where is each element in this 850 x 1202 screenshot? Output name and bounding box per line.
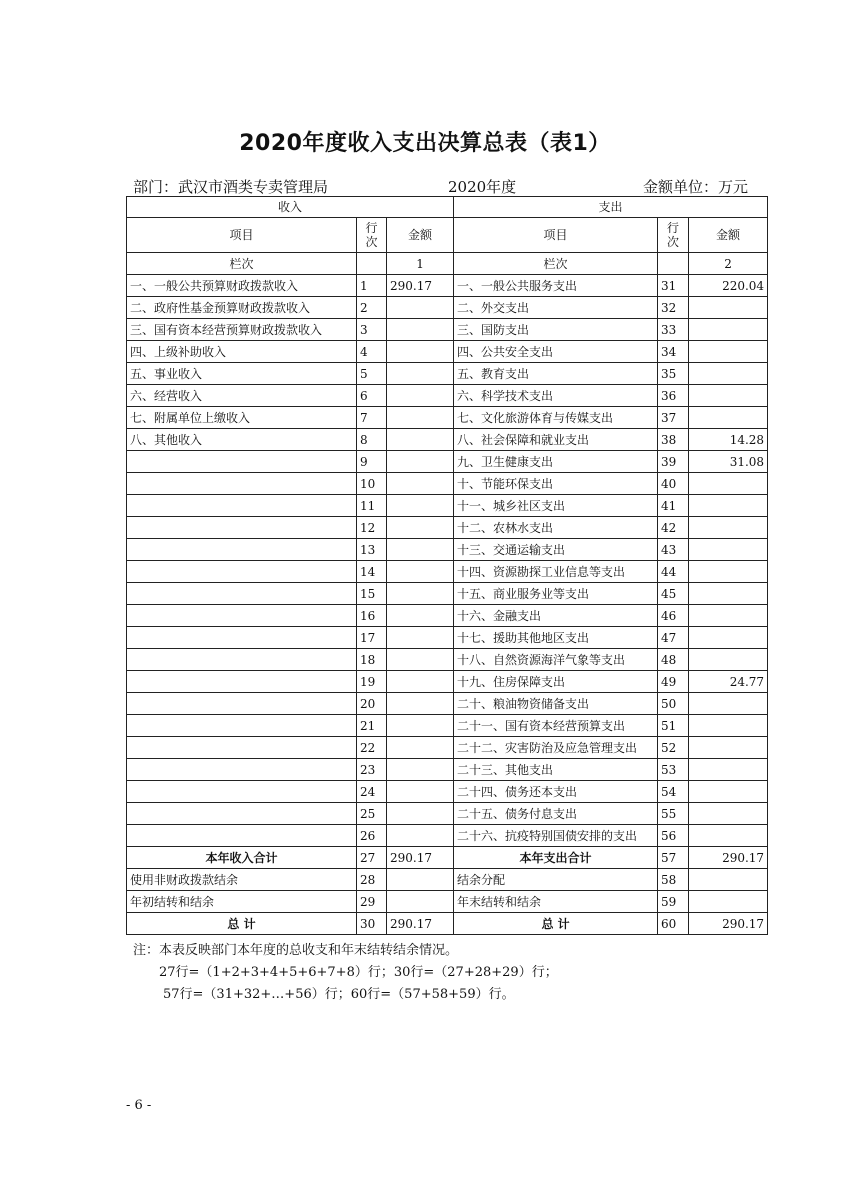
expense-amount (689, 473, 768, 495)
expense-item-cell: 十九、住房保障支出 (454, 671, 658, 693)
income-item-cell: 三、国有资本经营预算财政拨款收入 (127, 319, 357, 341)
expense-item-cell: 二十五、债务付息支出 (454, 803, 658, 825)
expense-row-number: 39 (658, 451, 689, 473)
expense-item-cell: 十八、自然资源海洋气象等支出 (454, 649, 658, 671)
department-label: 部门：武汉市酒类专卖管理局 (133, 178, 329, 196)
income-row-number: 6 (357, 385, 387, 407)
expense-item-cell: 十、节能环保支出 (454, 473, 658, 495)
income-row-number: 22 (357, 737, 387, 759)
expense-amount (689, 539, 768, 561)
expense-amount (689, 583, 768, 605)
expense-amount: 31.08 (689, 451, 768, 473)
income-amount (387, 341, 454, 363)
expense-item-header: 项目 (454, 218, 658, 253)
expense-item-cell: 十五、商业服务业等支出 (454, 583, 658, 605)
amount-unit-label: 金额单位：万元 (643, 178, 749, 196)
income-amount (387, 385, 454, 407)
expense-amount (689, 341, 768, 363)
income-item-cell: 五、事业收入 (127, 363, 357, 385)
income-row-number: 9 (357, 451, 387, 473)
notes (133, 940, 558, 1006)
expense-row-number: 34 (658, 341, 689, 363)
expense-amount (689, 737, 768, 759)
income-amount (387, 451, 454, 473)
expense-item-cell: 七、文化旅游体育与传媒支出 (454, 407, 658, 429)
income-amount: 290.17 (387, 913, 454, 935)
expense-col-label: 栏次 (454, 253, 658, 275)
expense-row-number: 52 (658, 737, 689, 759)
note-line: 27行=（1+2+3+4+5+6+7+8）行；30行=（27+28+29）行； (159, 965, 558, 980)
page-title: 2020年度收入支出决算总表（表1） (239, 131, 611, 156)
expense-row-number: 40 (658, 473, 689, 495)
expense-item-cell: 二十六、抗疫特别国债安排的支出 (454, 825, 658, 847)
table-row (127, 297, 768, 319)
expense-item-cell: 三、国防支出 (454, 319, 658, 341)
income-amount (387, 825, 454, 847)
expense-amount: 290.17 (689, 913, 768, 935)
expense-item-cell: 十四、资源勘探工业信息等支出 (454, 561, 658, 583)
income-amount-header: 金额 (387, 218, 454, 253)
expense-amount (689, 319, 768, 341)
expense-amount (689, 869, 768, 891)
expense-amount (689, 385, 768, 407)
expense-row-number: 51 (658, 715, 689, 737)
expense-item-cell: 年末结转和结余 (454, 891, 658, 913)
income-amount: 290.17 (387, 847, 454, 869)
income-item-cell: 一、一般公共预算财政拨款收入 (127, 275, 357, 297)
table-row (127, 473, 768, 495)
fiscal-year-label: 2020年度 (448, 178, 517, 196)
income-row-number: 14 (357, 561, 387, 583)
expense-item-cell: 四、公共安全支出 (454, 341, 658, 363)
income-amount (387, 649, 454, 671)
expense-amount: 24.77 (689, 671, 768, 693)
expense-row-number: 41 (658, 495, 689, 517)
expense-amount (689, 715, 768, 737)
income-amount (387, 759, 454, 781)
income-row-number: 20 (357, 693, 387, 715)
income-row-number: 2 (357, 297, 387, 319)
income-amount (387, 627, 454, 649)
expense-amount (689, 495, 768, 517)
expense-item-cell: 十一、城乡社区支出 (454, 495, 658, 517)
income-row-number: 13 (357, 539, 387, 561)
expense-amount (689, 297, 768, 319)
table-row (127, 539, 768, 561)
income-item-cell (127, 473, 357, 495)
income-item-cell: 本年收入合计 (127, 847, 357, 869)
expense-row-number: 35 (658, 363, 689, 385)
expense-amount (689, 561, 768, 583)
table-row (127, 429, 768, 451)
expense-item-cell: 十六、金融支出 (454, 605, 658, 627)
table-row (127, 803, 768, 825)
expense-row-number: 32 (658, 297, 689, 319)
expense-row-number: 44 (658, 561, 689, 583)
expense-item-cell: 五、教育支出 (454, 363, 658, 385)
income-amount (387, 539, 454, 561)
income-item-cell (127, 451, 357, 473)
expense-row-number: 33 (658, 319, 689, 341)
expense-amount: 14.28 (689, 429, 768, 451)
expense-row-number: 53 (658, 759, 689, 781)
expense-amount (689, 781, 768, 803)
income-amount (387, 693, 454, 715)
income-item-cell: 总 计 (127, 913, 357, 935)
table-row (127, 671, 768, 693)
expense-row-number: 47 (658, 627, 689, 649)
income-row-number: 16 (357, 605, 387, 627)
expense-amount: 290.17 (689, 847, 768, 869)
income-item-cell: 七、附属单位上缴收入 (127, 407, 357, 429)
income-item-cell (127, 517, 357, 539)
expense-col-empty (658, 253, 689, 275)
expense-row-number: 42 (658, 517, 689, 539)
income-row-number: 28 (357, 869, 387, 891)
table-row (127, 759, 768, 781)
expense-item-cell: 九、卫生健康支出 (454, 451, 658, 473)
expense-amount (689, 605, 768, 627)
income-amount (387, 297, 454, 319)
expense-item-cell: 一、一般公共服务支出 (454, 275, 658, 297)
table-row (127, 627, 768, 649)
income-amount (387, 517, 454, 539)
expense-row-number: 36 (658, 385, 689, 407)
income-section-header: 收入 (127, 197, 454, 218)
income-row-number: 17 (357, 627, 387, 649)
expense-amount (689, 627, 768, 649)
expense-col-number: 2 (689, 253, 768, 275)
table-row (127, 451, 768, 473)
expense-item-cell: 总 计 (454, 913, 658, 935)
income-amount (387, 407, 454, 429)
income-expense-table (126, 196, 768, 935)
income-col-number: 1 (387, 253, 454, 275)
expense-row-number: 60 (658, 913, 689, 935)
expense-rowno-header: 行次 (658, 218, 689, 253)
expense-item-cell: 二、外交支出 (454, 297, 658, 319)
income-item-cell (127, 495, 357, 517)
income-item-cell (127, 649, 357, 671)
expense-section-header: 支出 (454, 197, 768, 218)
income-amount (387, 891, 454, 913)
note-line: 注：本表反映部门本年度的总收支和年末结转结余情况。 (133, 943, 459, 958)
expense-row-number: 59 (658, 891, 689, 913)
income-row-number: 3 (357, 319, 387, 341)
table-row (127, 517, 768, 539)
income-item-cell (127, 803, 357, 825)
expense-row-number: 56 (658, 825, 689, 847)
expense-row-number: 55 (658, 803, 689, 825)
expense-amount: 220.04 (689, 275, 768, 297)
page-number: - 6 - (126, 1098, 152, 1113)
income-row-number: 21 (357, 715, 387, 737)
table-row (127, 385, 768, 407)
income-row-number: 10 (357, 473, 387, 495)
expense-item-cell: 六、科学技术支出 (454, 385, 658, 407)
expense-row-number: 58 (658, 869, 689, 891)
income-amount (387, 429, 454, 451)
income-row-number: 7 (357, 407, 387, 429)
income-item-cell: 八、其他收入 (127, 429, 357, 451)
income-row-number: 15 (357, 583, 387, 605)
income-amount (387, 671, 454, 693)
summary-row (127, 847, 768, 869)
expense-row-number: 57 (658, 847, 689, 869)
income-amount (387, 605, 454, 627)
income-row-number: 24 (357, 781, 387, 803)
table-row (127, 649, 768, 671)
income-item-cell: 年初结转和结余 (127, 891, 357, 913)
income-item-cell (127, 539, 357, 561)
income-row-number: 1 (357, 275, 387, 297)
expense-item-cell: 二十一、国有资本经营预算支出 (454, 715, 658, 737)
expense-amount (689, 693, 768, 715)
table-row (127, 583, 768, 605)
note-line: 57行=（31+32+…+56）行；60行=（57+58+59）行。 (163, 987, 515, 1002)
income-amount (387, 473, 454, 495)
income-row-number: 12 (357, 517, 387, 539)
income-row-number: 19 (357, 671, 387, 693)
income-row-number: 26 (357, 825, 387, 847)
income-item-cell: 六、经营收入 (127, 385, 357, 407)
income-row-number: 29 (357, 891, 387, 913)
income-item-cell: 使用非财政拨款结余 (127, 869, 357, 891)
table-row (127, 319, 768, 341)
table-row (127, 495, 768, 517)
expense-item-cell: 二十四、债务还本支出 (454, 781, 658, 803)
expense-item-cell: 本年支出合计 (454, 847, 658, 869)
expense-amount (689, 759, 768, 781)
table-row (127, 781, 768, 803)
income-amount (387, 803, 454, 825)
income-amount (387, 495, 454, 517)
income-item-cell (127, 561, 357, 583)
income-amount (387, 737, 454, 759)
expense-item-cell: 二十二、灾害防治及应急管理支出 (454, 737, 658, 759)
expense-row-number: 38 (658, 429, 689, 451)
expense-amount (689, 517, 768, 539)
income-row-number: 30 (357, 913, 387, 935)
expense-amount (689, 825, 768, 847)
income-item-cell (127, 627, 357, 649)
income-amount (387, 583, 454, 605)
table-row (127, 341, 768, 363)
income-row-number: 23 (357, 759, 387, 781)
expense-row-number: 45 (658, 583, 689, 605)
expense-row-number: 54 (658, 781, 689, 803)
income-item-cell (127, 781, 357, 803)
expense-item-cell: 二十、粮油物资储备支出 (454, 693, 658, 715)
expense-row-number: 48 (658, 649, 689, 671)
expense-amount-header: 金额 (689, 218, 768, 253)
expense-row-number: 31 (658, 275, 689, 297)
table-row (127, 275, 768, 297)
income-item-cell: 四、上级补助收入 (127, 341, 357, 363)
expense-row-number: 37 (658, 407, 689, 429)
table-row (127, 605, 768, 627)
income-item-cell (127, 605, 357, 627)
income-rowno-header: 行次 (357, 218, 387, 253)
income-item-cell (127, 759, 357, 781)
expense-item-cell: 八、社会保障和就业支出 (454, 429, 658, 451)
income-amount (387, 869, 454, 891)
expense-amount (689, 803, 768, 825)
expense-item-cell: 十三、交通运输支出 (454, 539, 658, 561)
expense-amount (689, 363, 768, 385)
table-row (127, 363, 768, 385)
expense-amount (689, 891, 768, 913)
expense-row-number: 50 (658, 693, 689, 715)
expense-item-cell: 十七、援助其他地区支出 (454, 627, 658, 649)
income-row-number: 5 (357, 363, 387, 385)
income-item-cell (127, 737, 357, 759)
table-row (127, 407, 768, 429)
income-row-number: 27 (357, 847, 387, 869)
table-row (127, 825, 768, 847)
income-row-number: 18 (357, 649, 387, 671)
income-item-cell (127, 583, 357, 605)
summary-row (127, 891, 768, 913)
table-row (127, 693, 768, 715)
table-row (127, 561, 768, 583)
income-amount (387, 715, 454, 737)
income-row-number: 11 (357, 495, 387, 517)
income-item-cell: 二、政府性基金预算财政拨款收入 (127, 297, 357, 319)
income-item-cell (127, 671, 357, 693)
income-row-number: 8 (357, 429, 387, 451)
income-item-header: 项目 (127, 218, 357, 253)
income-amount (387, 363, 454, 385)
expense-row-number: 49 (658, 671, 689, 693)
income-row-number: 4 (357, 341, 387, 363)
income-item-cell (127, 693, 357, 715)
income-amount (387, 319, 454, 341)
summary-row (127, 869, 768, 891)
summary-row (127, 913, 768, 935)
income-item-cell (127, 715, 357, 737)
expense-amount (689, 407, 768, 429)
expense-row-number: 46 (658, 605, 689, 627)
expense-item-cell: 十二、农林水支出 (454, 517, 658, 539)
expense-item-cell: 二十三、其他支出 (454, 759, 658, 781)
income-amount (387, 561, 454, 583)
income-amount: 290.17 (387, 275, 454, 297)
income-row-number: 25 (357, 803, 387, 825)
income-col-label: 栏次 (127, 253, 357, 275)
expense-row-number: 43 (658, 539, 689, 561)
income-item-cell (127, 825, 357, 847)
table-row (127, 737, 768, 759)
income-col-empty (357, 253, 387, 275)
expense-item-cell: 结余分配 (454, 869, 658, 891)
income-amount (387, 781, 454, 803)
expense-amount (689, 649, 768, 671)
table-row (127, 715, 768, 737)
